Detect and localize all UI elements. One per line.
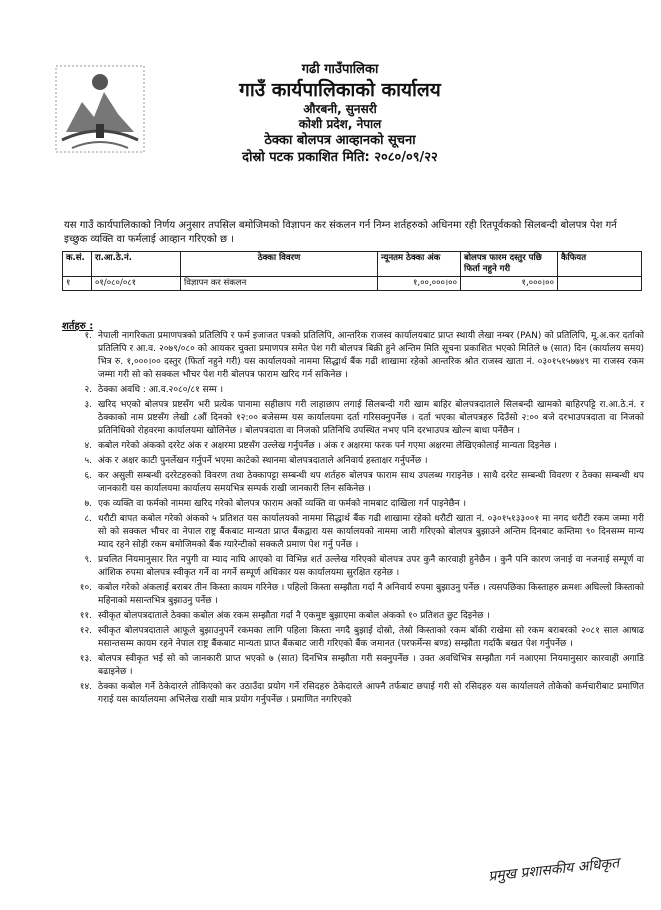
condition-number: ११. (79, 611, 92, 621)
office-header (150, 62, 530, 166)
condition-item (62, 498, 644, 511)
table-header-row (63, 252, 642, 277)
condition-item (62, 582, 644, 608)
nepal-emblem-icon (52, 62, 148, 156)
intro-paragraph: यस गाउँ कार्यपालिकाको निर्णय अनुसार तपसिल बमोजिमको विज्ञापन कर संकलन गर्न निम्न शर्तहरुको अधिनमा रही रितपूर्वकको सिलबन्दी बोलपत्र पेश गर्न इच्छुक व्यक्ति वा फर्मलाई आव्हान गरिएको छ । (64, 220, 617, 245)
condition-item (62, 653, 644, 679)
table-cell: ०१/०८०/०८१ (92, 277, 181, 291)
condition-text: कर असुली सम्बन्धी दररेटहरुको विवरण तथा ठेक्कापट्टा सम्बन्धी थप शर्तहरु बोलपत्र फाराम साथ उपलब्ध गराइनेछ । साथै दररेट सम्बन्धी विवरण र ठेक्का सम्बन्धी थप जानकारी यस कार्यालयमा कार्यालय समयभित्र सम्पर्क राखी जानकारी लिन सकिनेछ । (98, 471, 644, 494)
condition-item (62, 554, 644, 580)
condition-text: प्रचलित नियमानुसार रित नपुगी वा म्याद नाघि आएको वा विभिन्न शर्त उल्लेख गरिएको बोलपत्र उपर कुनै कारवाही हुनेछैन । कुनै पनि कारण जनाई वा नजनाई सम्पूर्ण वा आंशिक रुपमा बोलपत्र स्वीकृत गर्ने वा नगर्ने सम्पूर्ण अधिकार यस कार्यालयमा सुरक्षित रहनेछ । (98, 555, 644, 578)
office-address: औरबनी, सुनसरी (303, 102, 377, 116)
table-cell: विज्ञापन कर संकलन (181, 277, 378, 291)
signature-block (480, 840, 630, 900)
condition-item (62, 470, 644, 496)
condition-number: १०. (79, 583, 92, 593)
notice-title: ठेक्का बोलपत्र आव्हानको सूचना (264, 133, 416, 148)
condition-number: ४. (84, 441, 92, 451)
condition-number: ५. (84, 456, 92, 466)
condition-text: कबोल गरेको अंकको दररेट अंक र अक्षरमा प्रष्टसँग उल्लेख गर्नुपर्नेछ । अंक र अक्षरमा फरक पर्न गएमा अक्षरमा लेखिएकोलाई मान्यता दिइनेछ । (98, 441, 557, 451)
condition-text: एक व्यक्ति वा फर्मको नाममा खरिद गरेको बोलपत्र फाराम अर्को व्यक्ति वा फर्मको नामबाट दाखिला गर्न पाइनेछैन । (98, 499, 467, 509)
conditions-list (62, 330, 644, 709)
column-header: बोलपत्र फारम दस्तुर पछि फिर्ता नहुने गरी (461, 252, 558, 277)
condition-number: १३. (79, 654, 92, 664)
condition-item (62, 330, 644, 382)
table-cell: १,०००।०० (461, 277, 558, 291)
tender-table (62, 251, 642, 291)
condition-text: स्वीकृत बोलपत्रदाताले ठेक्का कबोल अंक रकम सम्झौता गर्दा नै एकमुष्ट बुझाएमा कबोल अंकको १० प्रतिशत छुट दिइनेछ । (98, 611, 490, 621)
condition-number: ६. (84, 471, 92, 481)
condition-text: बोलपत्र स्वीकृत भई सो को जानकारी प्राप्त भएको ७ (सात) दिनभित्र सम्झौता गरी सक्नुपर्नेछ । उक्त अवधिभित्र सम्झौता गर्न नआएमा नियमानुसार कारवाही अगाडि बढाइनेछ । (98, 654, 644, 677)
condition-item (62, 399, 644, 438)
condition-item (62, 681, 644, 707)
condition-text: खरिद भएको बोलपत्र प्रष्टसँग भरी प्रत्येक पानामा सहीछाप गरी लाहाछाप लगाई सिलबन्दी गरी खाम बाहिर बोलपत्रदाताले सिलबन्दी खामको बाहिरपट्टि रा.आ.ठे.नं. र ठेक्काको नाम प्रष्टसँग लेखी ८औं दिनको १२:०० बजेसम्म यस कार्यालयमा दर्ता गरिसक्नुपर्नेछ । दर्ता भएका बोलपत्रहरु दिउँसो २:०० बजे दरभाउपत्रदाता वा निजको प्रतिनिधिको रोहवरमा कार्यालयमा खोलिनेछ । बोलपत्रदाता वा निजको प्रतिनिधि उपस्थित नभए पनि दरभाउपत्र खोल्न बाधा पर्नेछैन । (98, 400, 644, 436)
column-header: न्यूनतम ठेक्का अंक (378, 252, 461, 277)
condition-item (62, 384, 644, 397)
condition-item (62, 455, 644, 468)
condition-text: ठेक्का कबोल गर्ने ठेकेदारले तोकिएको कर उठाउँदा प्रयोग गर्ने रसिदहरु ठेकेदारले आफ्नै तर्फबाट छपाई गरी सो रसिदहरु यस कार्यालयले तोकेको कर्मचारीबाट प्रमाणित गराई यस कार्यालयमा अभिलेख राखी मात्र प्रयोग गर्नुपर्नेछ । प्रमाणित नगरिएको (98, 682, 644, 705)
table-cell (558, 277, 642, 291)
condition-text: धरौटी बापत कबोल गरेको अंकको ५ प्रतिशत यस कार्यालयको नाममा सिद्धार्थ बैंक गढी शाखामा रहेको धरौटी खाता नं. ०३०१५१३३००१ मा नगद धरौटी रकम जम्मा गरी सो को सक्कल भौचर वा नेपाल राष्ट्र बैंकबाट मान्यता प्राप्त बैंकद्वारा यस कार्यालयको नाममा जारी गरिएको बोलपत्र बुझाउने अन्तिम दिनबाट कम्तिमा ९० दिनसम्म मान्य म्याद रहने सोही रकम बमोजिमको बैंक ग्यारेन्टीको सक्कलै प्रमाण पेश गर्नु पर्नेछ । (98, 514, 644, 550)
condition-number: ७. (84, 499, 92, 509)
condition-number: ९. (84, 555, 92, 565)
condition-item (62, 440, 644, 453)
column-header: रा.आ.ठे.नं. (92, 252, 181, 277)
column-header: ठेक्का विवरण (181, 252, 378, 277)
municipality-name: गढी गाउँपालिका (301, 62, 379, 77)
condition-number: १४. (79, 682, 92, 692)
table-cell: १,००,०००।०० (378, 277, 461, 291)
condition-text: अंक र अक्षर काटी पुनर्लेखन गर्नुपर्ने भएमा काटेको स्थानमा बोलपत्रदाताले अनिवार्य हस्ताक्षर गर्नुपर्नेछ । (98, 456, 428, 466)
table-row (63, 277, 642, 291)
column-header: कैफियत (558, 252, 642, 277)
condition-number: ८. (84, 514, 92, 524)
condition-text: नेपाली नागरिकता प्रमाणपत्रको प्रतिलिपि र फर्म इजाजत पत्रको प्रतिलिपि, आन्तरिक राजस्व कार्यालयबाट प्राप्त स्थायी लेखा नम्बर (PAN) को प्रतिलिपि, मू.अ.कर दर्ताको प्रतिलिपि र आ.व. २०७९/०८० को आयकर चुक्ता प्रमाणपत्र समेत पेश गरी बोलपत्र बिक्री हुने अन्तिम मिति सूचना प्रकाशित भएको मितिले ७ (सात) दिन (कार्यालय समय) भित्र रु. १,०००।०० दस्तुर (फिर्ता नहुने गरी) यस कार्यालयको नाममा सिद्धार्थ बैंक गढी शाखामा रहेको आन्तरिक श्रोत राजस्व खाता नं. ०३०१५१५७७४९ मा राजस्व रकम जम्मा गरी सो को सक्कल भौचर पेश गरी बोलपत्र फाराम खरिद गर्न सकिनेछ । (98, 331, 644, 380)
condition-text: कबोल गरेको अंकलाई बराबर तीन किस्ता कायम गरिनेछ । पहिलो किस्ता सम्झौता गर्दा नै अनिवार्य रुपमा बुझाउनु पर्नेछ । त्यसपछिका किस्ताहरु क्रमशः अघिल्लो किस्ताको महिनाको मसान्तभित्र बुझाउनु पर्नेछ । (98, 583, 645, 606)
column-header: क.सं. (63, 252, 92, 277)
conditions-title: शर्तहरु : (62, 321, 94, 332)
condition-item (62, 513, 644, 552)
publish-date: दोस्रो पटक प्रकाशित मिति: २०८०/०९/२२ (242, 150, 438, 165)
condition-item (62, 610, 644, 623)
condition-text: स्वीकृत बोलपत्रदाताले आफूले बुझाउनुपर्ने रकमका लागि पहिला किस्ता नगदै बुझाई दोस्रो, तेस्रो किस्ताको रकम बाँकी राखेमा सो रकम बराबरको २०८१ साल आषाढ मसान्तसम्म कायम रहने नेपाल राष्ट्र बैंकबाट मान्यता प्राप्त बैंकबाट जारी गरिएको बैंक जमानत (परफर्मेन्स बण्ड) सम्झौता गर्दाकै बखत पेश गर्नुपर्नेछ । (98, 626, 644, 649)
condition-text: ठेक्का अवधि : आ.व.२०८०/८१ सम्म । (98, 385, 224, 395)
office-name: गाउँ कार्यपालिकाको कार्यालय (239, 79, 441, 101)
condition-number: १. (84, 331, 92, 341)
condition-number: १२. (79, 626, 92, 636)
signature-text: प्रमुख प्रशासकीय अधिकृत (487, 855, 620, 885)
condition-item (62, 625, 644, 651)
condition-number: ३. (84, 400, 92, 410)
table-cell: १ (63, 277, 92, 291)
office-province: कोशी प्रदेश, नेपाल (298, 117, 382, 131)
condition-number: २. (84, 385, 92, 395)
